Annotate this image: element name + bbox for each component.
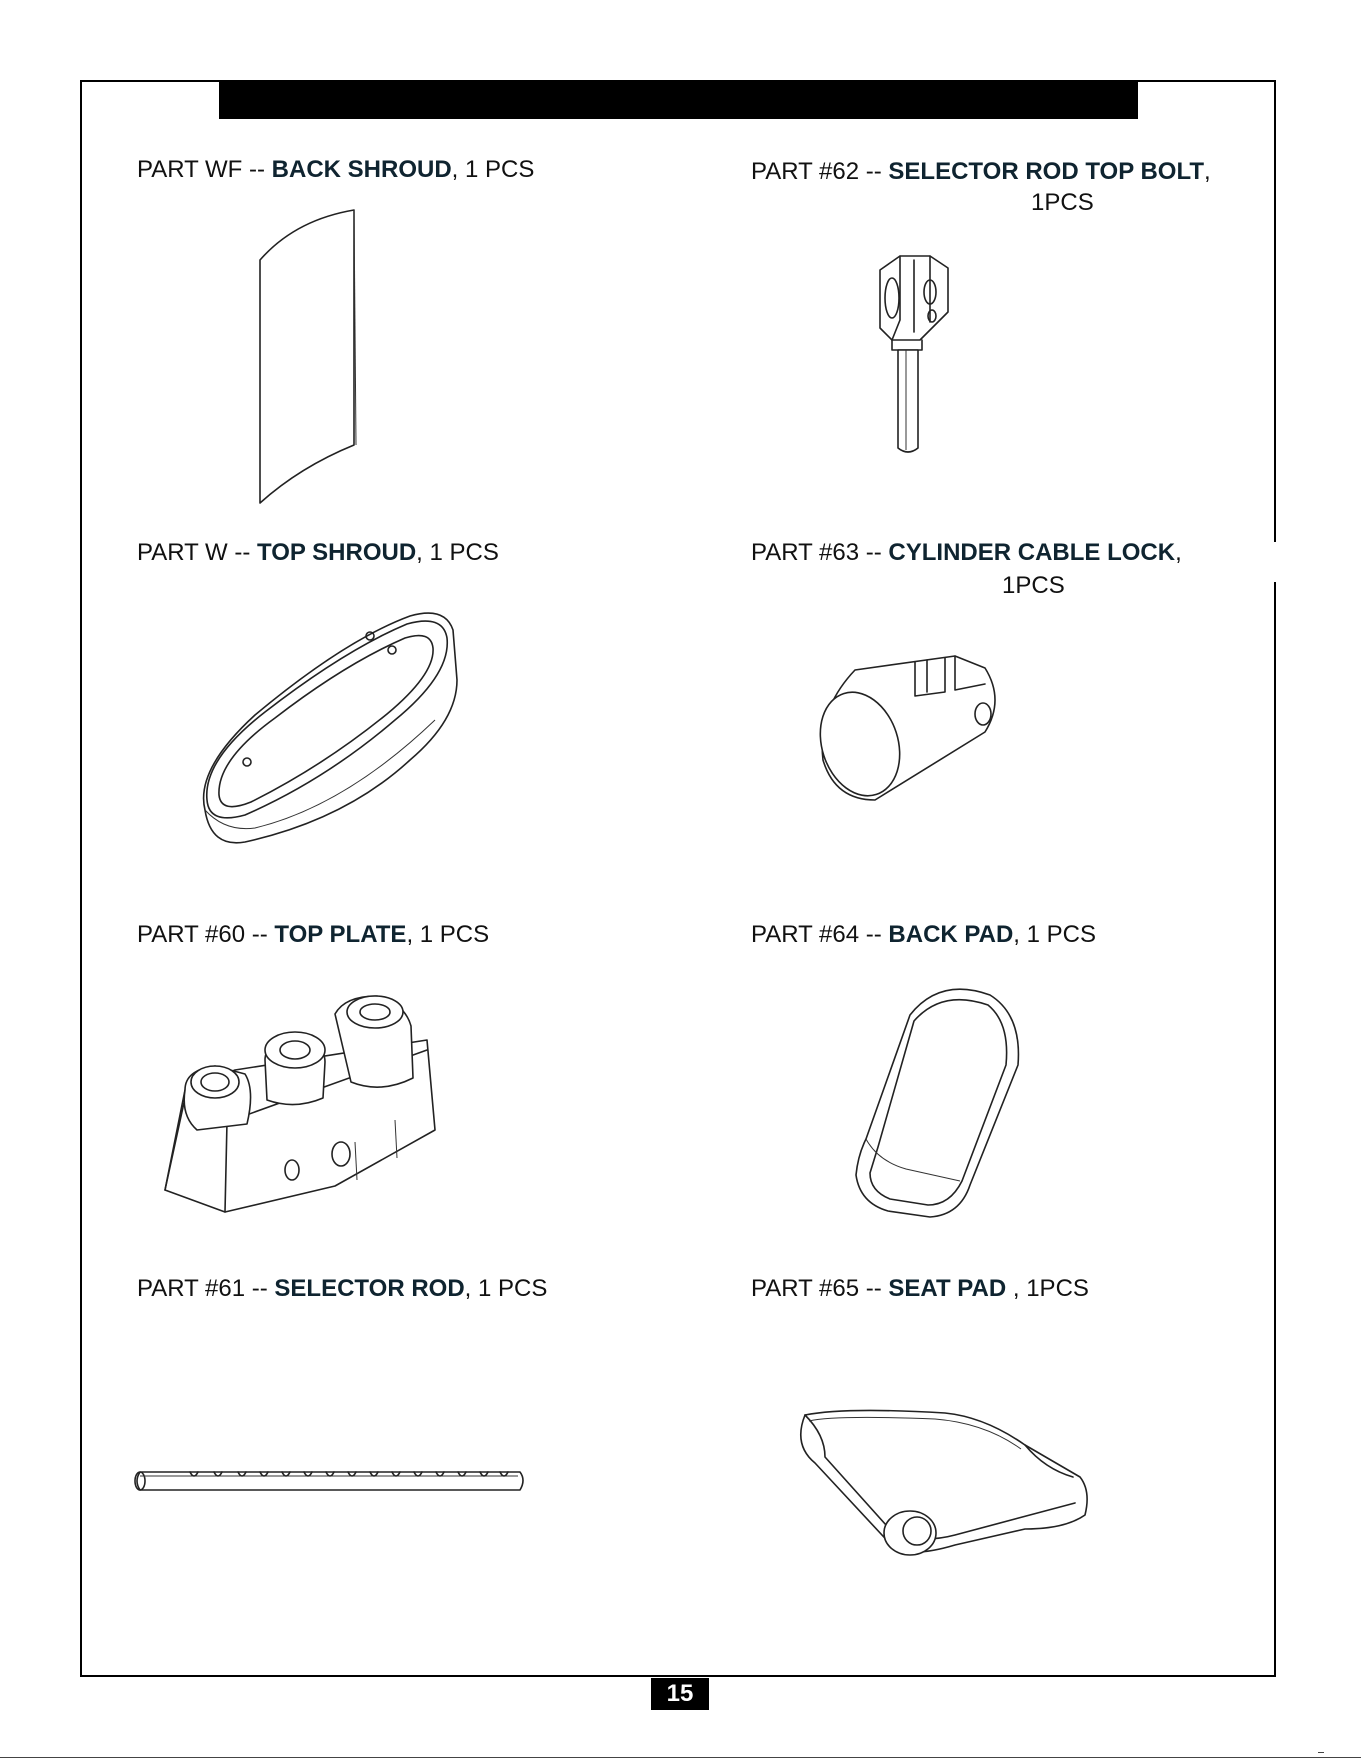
part-qty: , 1 PCS xyxy=(1013,921,1096,948)
part-dash: -- xyxy=(859,539,889,566)
part-qty: , 1 PCS xyxy=(406,921,490,948)
part-name: BACK PAD xyxy=(888,921,1014,948)
part-prefix: PART W xyxy=(137,539,235,566)
part-prefix: PART #63 xyxy=(751,539,860,566)
part-qty: , xyxy=(1204,158,1211,185)
top-shroud-illustration xyxy=(195,610,465,850)
part-qty: , 1PCS xyxy=(1006,1275,1089,1302)
part-name: TOP SHROUD xyxy=(257,539,417,566)
part-name: CYLINDER CABLE LOCK xyxy=(888,539,1176,566)
part-label-w xyxy=(137,539,499,567)
part-qty: , 1 PCS xyxy=(451,156,535,183)
part-label-64 xyxy=(751,921,1096,949)
back-shroud-illustration xyxy=(250,205,360,505)
part-name: SELECTOR ROD TOP BOLT xyxy=(888,158,1204,185)
part-prefix: PART #60 xyxy=(137,921,246,948)
part-name: TOP PLATE xyxy=(274,921,407,948)
part-dash: -- xyxy=(859,1275,889,1302)
part-qty: , xyxy=(1175,539,1182,566)
part-name: BACK SHROUD xyxy=(271,156,452,183)
bottom-rule xyxy=(0,1757,1361,1758)
seat-pad-illustration xyxy=(785,1405,1105,1565)
part-label-63 xyxy=(751,539,1182,567)
selector-rod-top-bolt-illustration xyxy=(870,250,960,460)
bottom-tick xyxy=(1318,1752,1324,1753)
back-pad-illustration xyxy=(850,985,1030,1225)
part-qty: , 1 PCS xyxy=(464,1275,548,1302)
part-label-65 xyxy=(751,1275,1089,1303)
part-prefix: PART WF xyxy=(137,156,243,183)
cylinder-cable-lock-illustration xyxy=(815,640,1015,810)
part-label-61 xyxy=(137,1275,547,1303)
page-number: 15 xyxy=(651,1678,709,1710)
part-qty: , 1 PCS xyxy=(416,539,499,566)
part-prefix: PART #61 xyxy=(137,1275,246,1302)
selector-rod-illustration xyxy=(130,1462,530,1502)
part-dash: -- xyxy=(865,158,889,185)
part-label-60 xyxy=(137,921,489,949)
part-prefix: PART #65 xyxy=(751,1275,860,1302)
part-name: SEAT PAD xyxy=(888,1275,1007,1302)
part-dash: -- xyxy=(242,156,272,183)
top-plate-illustration xyxy=(155,990,445,1220)
part-label-62 xyxy=(751,158,1211,186)
part-name: SELECTOR ROD xyxy=(274,1275,465,1302)
part-qty-line-62: 1PCS xyxy=(1031,189,1094,216)
frame-gap xyxy=(1272,542,1280,582)
part-dash: -- xyxy=(234,539,258,566)
part-qty-line-63: 1PCS xyxy=(1002,572,1065,599)
part-label-wf xyxy=(137,156,534,184)
part-dash: -- xyxy=(245,1275,275,1302)
part-dash: -- xyxy=(859,921,889,948)
part-prefix: PART #62 xyxy=(751,158,866,185)
part-dash: -- xyxy=(245,921,275,948)
header-bar xyxy=(219,81,1138,119)
part-prefix: PART #64 xyxy=(751,921,860,948)
